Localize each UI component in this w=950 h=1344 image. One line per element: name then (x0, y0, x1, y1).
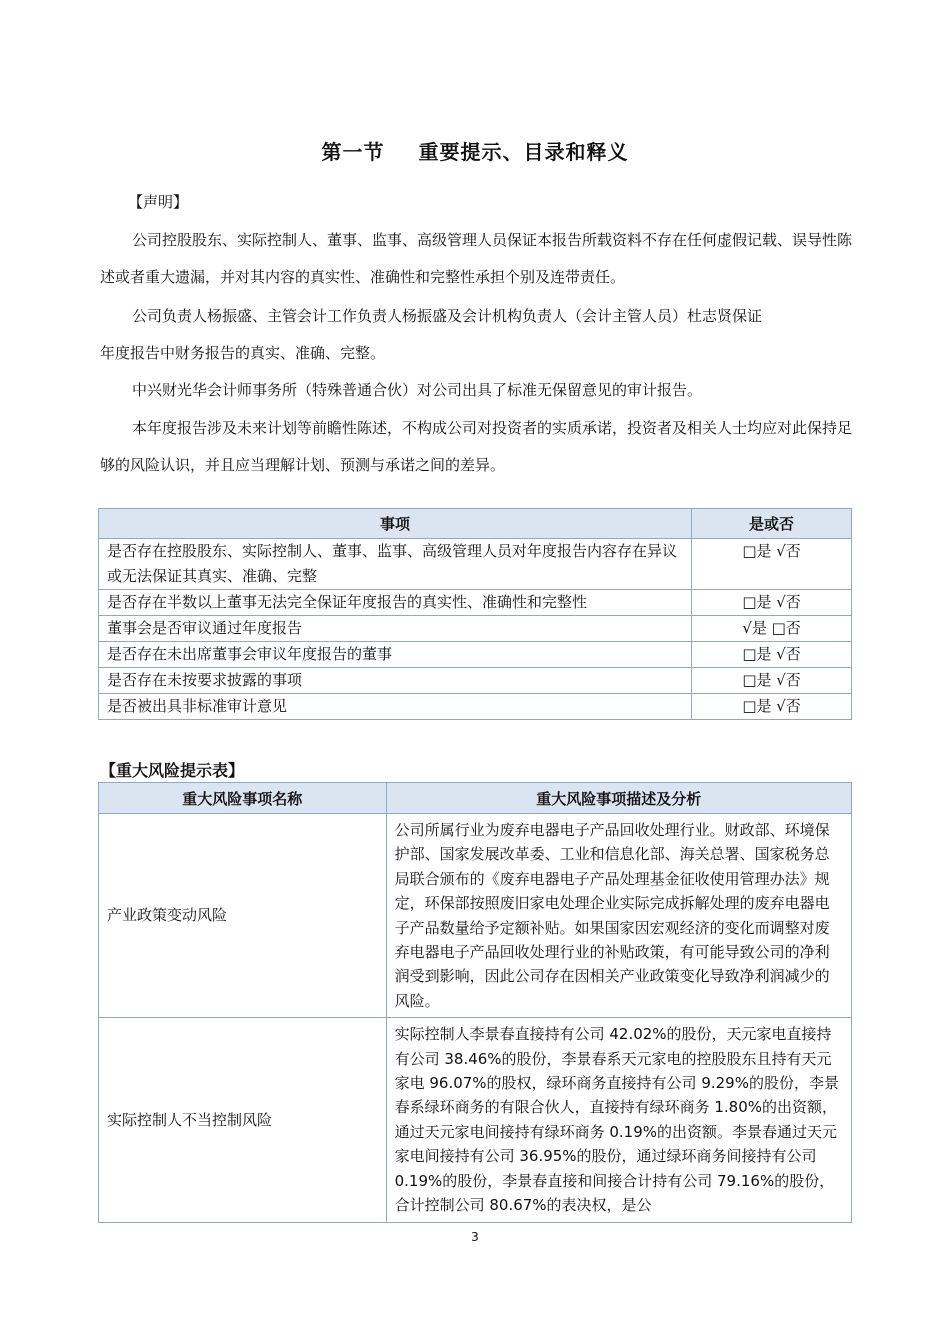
section-title: 重要提示、目录和释义 (418, 140, 629, 164)
risk-desc-cell: 公司所属行业为废弃电器电子产品回收处理行业。财政部、环境保护部、国家发展改革委、工业和信息化部、海关总署、国家税务总局联合颁布的《废弃电器电子产品处理基金征收使用管理办法》规定，环保部按照废旧家电处理企业实际完成拆解处理的废弃电器电子产品数量给予定额补贴。如果国家因宏观经济的变化而调整对废弃电器电子产品回收处理行业的补贴政策，有可能导致公司的净利润受到影响，因此公司存在因相关产业政策变化导致净利润减少的风险。 (386, 814, 851, 1018)
page-title (0, 136, 950, 165)
header-risk-name: 重大风险事项名称 (99, 783, 387, 814)
header-yes-no: 是或否 (692, 509, 852, 539)
risk-name-cell: 产业政策变动风险 (99, 814, 387, 1018)
section-number: 第一节 (321, 140, 385, 164)
table-header-row (99, 783, 852, 814)
paragraph-auditor: 中兴财光华会计师事务所（特殊普通合伙）对公司出具了标准无保留意见的审计报告。 (132, 381, 703, 399)
table-row (99, 539, 852, 590)
header-matter: 事项 (99, 509, 692, 539)
paragraph-officers: 公司负责人杨振盛、主管会计工作负责人杨振盛及会计机构负责人（会计主管人员）杜志贤保证 (132, 307, 763, 325)
paragraph-officers-cont: 年度报告中财务报告的真实、准确、完整。 (100, 344, 386, 362)
page-number: 3 (471, 1230, 479, 1244)
table-row (99, 668, 852, 694)
answer-cell: □是 √否 (692, 668, 852, 694)
matters-table (98, 508, 852, 720)
paragraph-responsibility: 公司控股股东、实际控制人、董事、监事、高级管理人员保证本报告所载资料不存在任何虚假记载、误导性陈述或者重大遗漏，并对其内容的真实性、准确性和完整性承担个别及连带责任。 (100, 231, 853, 286)
matter-cell: 是否存在未按要求披露的事项 (99, 668, 692, 694)
table-row (99, 694, 852, 720)
answer-cell: □是 √否 (692, 694, 852, 720)
table-row (99, 642, 852, 668)
table-row (99, 814, 852, 1018)
matter-cell: 董事会是否审议通过年度报告 (99, 616, 692, 642)
matter-cell: 是否存在控股股东、实际控制人、董事、监事、高级管理人员对年度报告内容存在异议或无法保证其真实、准确、完整 (99, 539, 692, 590)
table-header-row (99, 509, 852, 539)
declaration-heading: 【声明】 (128, 193, 189, 211)
matter-cell: 是否存在半数以上董事无法完全保证年度报告的真实性、准确性和完整性 (99, 590, 692, 616)
header-risk-desc: 重大风险事项描述及分析 (386, 783, 851, 814)
table-row (99, 590, 852, 616)
answer-cell: □是 √否 (692, 539, 852, 590)
table-row (99, 1018, 852, 1222)
paragraph-forward-looking: 本年度报告涉及未来计划等前瞻性陈述，不构成公司对投资者的实质承诺，投资者及相关人士均应对此保持足够的风险认识，并且应当理解计划、预测与承诺之间的差异。 (100, 419, 853, 474)
risk-table (98, 782, 852, 1223)
answer-cell: □是 √否 (692, 590, 852, 616)
risk-name-cell: 实际控制人不当控制风险 (99, 1018, 387, 1222)
answer-cell: √是 □否 (692, 616, 852, 642)
matter-cell: 是否被出具非标准审计意见 (99, 694, 692, 720)
matter-cell: 是否存在未出席董事会审议年度报告的董事 (99, 642, 692, 668)
table-row (99, 616, 852, 642)
risk-desc-cell: 实际控制人李景春直接持有公司 42.02%的股份，天元家电直接持有公司 38.46%的股份，李景春系天元家电的控股股东且持有天元家电 96.07%的股权，绿环商务直接持有公司 9.29%的股份，李景春系绿环商务的有限合伙人，直接持有绿环商务 1.80%的出资额，通过天元家电间接持有绿环商务 0.19%的出资额。李景春通过天元家电间接持有公司 36.95%的股份，通过绿环商务间接持有公司 0.19%的股份，李景春直接和间接合计持有公司 79.16%的股份，合计控制公司 80.67%的表决权，是公 (386, 1018, 851, 1222)
answer-cell: □是 √否 (692, 642, 852, 668)
risk-table-heading: 【重大风险提示表】 (100, 761, 245, 780)
